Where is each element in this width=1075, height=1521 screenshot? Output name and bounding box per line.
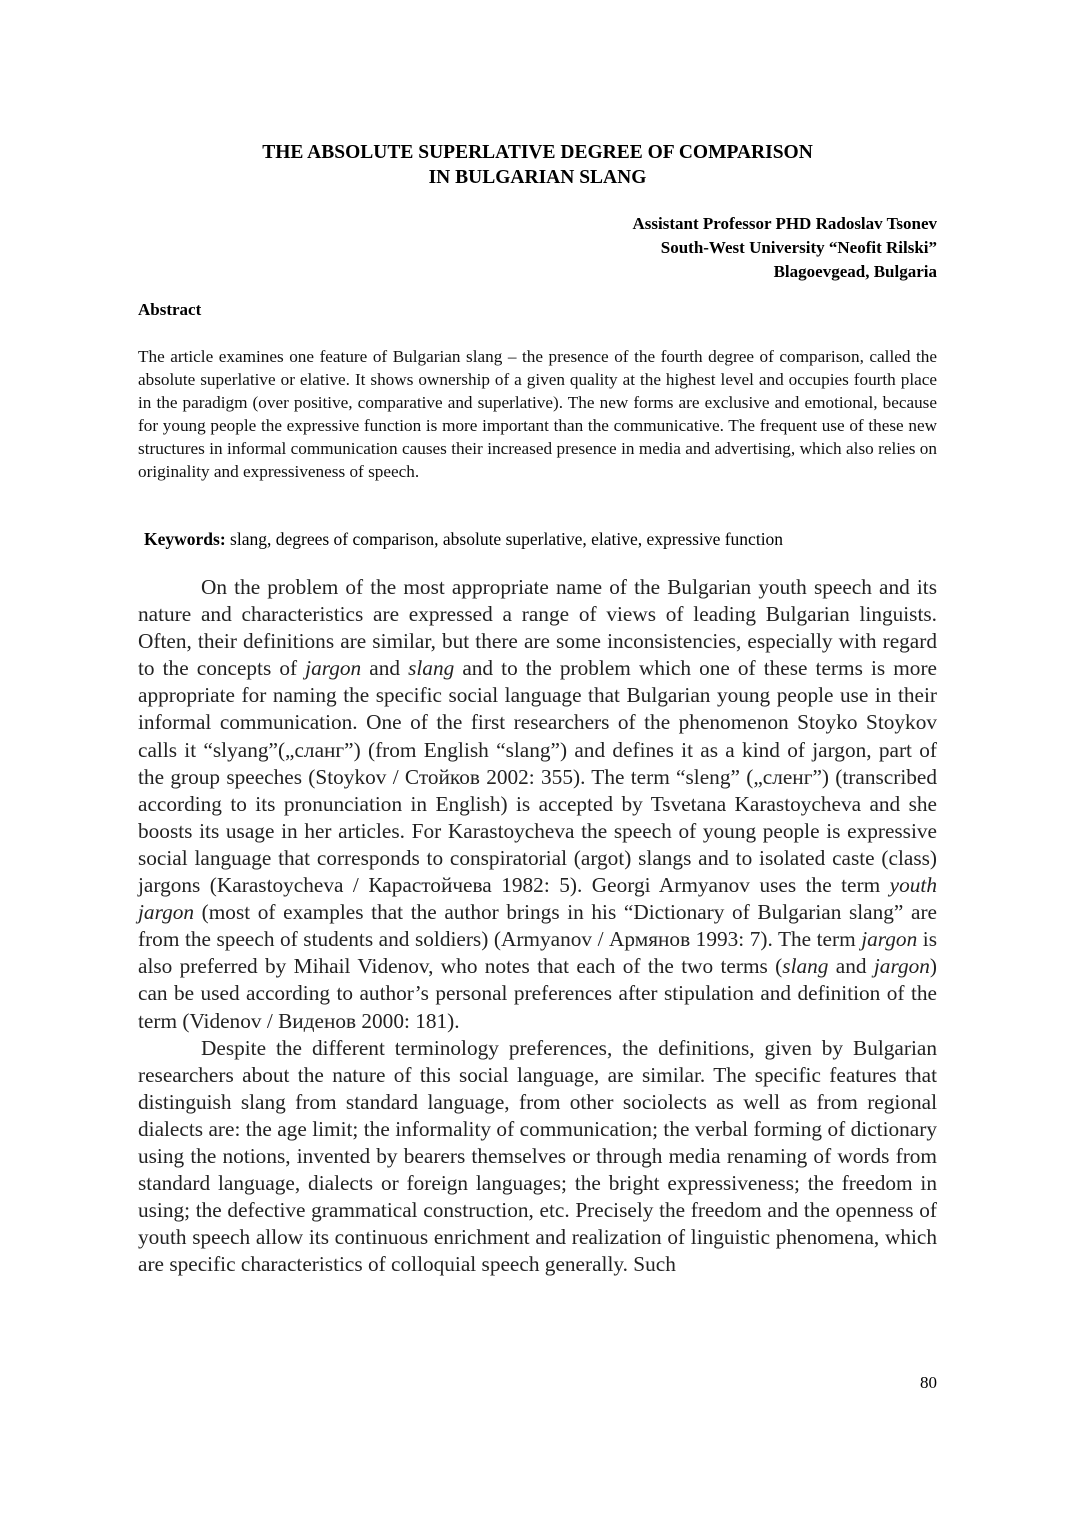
author-affiliation: South-West University “Neofit Rilski” [660, 238, 937, 257]
abstract-heading: Abstract [138, 300, 202, 319]
term-jargon: jargon [305, 656, 362, 681]
term-slang: slang [782, 954, 829, 979]
body-p1-text-2: and [361, 656, 409, 681]
body-paragraph-2: Despite the different terminology preferences, the definitions, given by Bulgarian researchers about the nature of this social language, are similar. The specific features that distinguish slang from standard language, from other sociolects as well as from regional dialects are: the age limit; the informality of communication; the verbal forming of dictionary using the notions, invented by bearers themselves or through media renaming of words from standard language, dialects or foreign languages; the bright expressiveness; the freedom in using; the defective grammatical construction, etc. Precisely the freedom and the openness of youth speech allow its continuous enrichment and realization of linguistic phenomena, which are specific characteristics of colloquial speech generally. Such [138, 1035, 937, 1277]
abstract-text: The article examines one feature of Bulgarian slang – the presence of the fourth degree of comparison, called the absolute superlative or elative. It shows ownership of a given quality at the highest level and occupies fourth place in the paradigm (over positive, comparative and superlative). The new forms are exclusive and emotional, because for young people the expressive function is more important than the communicative. The frequent use of these new structures in informal communication causes their increased presence in media and advertising, which also relies on originality and expressiveness of speech. [138, 347, 937, 481]
keywords-label: Keywords: [144, 529, 226, 549]
body-p1-text-1: On the problem of the most appropriate name of the Bulgarian youth speech and its nature and characteristics are expressed a range of views of leading Bulgarian linguists. Often, their definitions are similar, but there are some inconsistencies, especially with regard to the concepts of [138, 575, 937, 681]
term-youth-jargon: youth jargon [138, 873, 937, 925]
keywords-text: slang, degrees of comparison, absolute superlative, elative, expressive function [230, 529, 784, 549]
author-location: Blagoevgead, Bulgaria [773, 262, 937, 281]
author-name: Assistant Professor PHD Radoslav Tsonev [632, 214, 937, 233]
term-jargon: jargon [873, 954, 930, 979]
keywords-line [144, 528, 783, 551]
page-number: 80 [920, 1373, 937, 1392]
body-p1-text-3: and to the problem which one of these terms is more appropriate for naming the specific social language that Bulgarian young people use in their informal communication. One of the first researchers of the phenomenon Stoyko Stoykov calls it “slyang”(„сланг”) (from English “slang”) and defines it as a kind of jargon, part of the group speeches (Stoykov / Стойков 2002: 355). The term “sleng” („сленг”) (transcribed according to its pronunciation in English) is accepted by Tsvetana Karastoycheva and she boosts its usage in her articles. For Karastoycheva the speech of young people is expressive social language that corresponds to conspiratorial (argot) slangs and to isolated caste (class) jargons (Karastoycheva / Карастойчева 1982: 5). Georgi Armyanov uses the term [138, 656, 937, 898]
body-p1-text-6: and [828, 954, 874, 979]
term-slang: slang [408, 656, 455, 681]
paper-title [138, 140, 937, 190]
body-paragraph-1 [138, 574, 937, 1035]
body-p1-text-5: is also preferred by Mihail Videnov, who notes that each of the two terms ( [138, 927, 937, 979]
author-block [633, 212, 937, 284]
title-line-2: IN BULGARIAN SLANG [428, 167, 647, 188]
body-p1-text-7: ) can be used according to author’s personal preferences after stipulation and definition of the term (Videnov / Виденов 2000: 181). [138, 954, 937, 1033]
title-line-1: THE ABSOLUTE SUPERLATIVE DEGREE OF COMPARISON [262, 142, 813, 163]
body-text [138, 574, 937, 1278]
body-p1-text-4: (most of examples that the author brings in his “Dictionary of Bulgarian slang” are from the speech of students and soldiers) (Armyanov / Армянов 1993: 7). The term [138, 900, 937, 952]
term-jargon: jargon [861, 927, 918, 952]
